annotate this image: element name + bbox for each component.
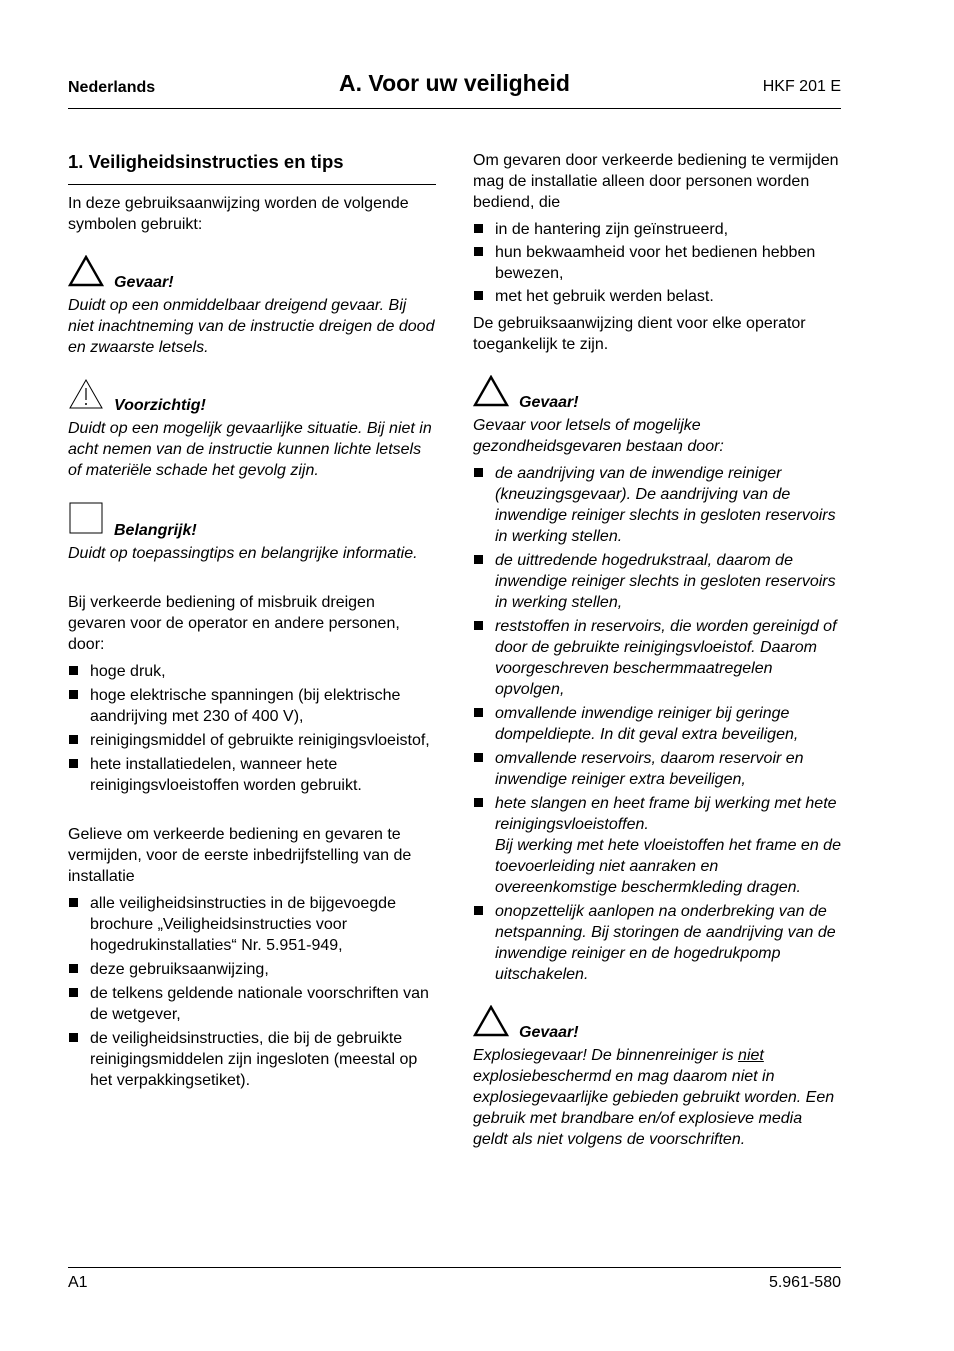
- doc-number: 5.961-580: [768, 1274, 841, 1291]
- footer-rule: [68, 1267, 841, 1268]
- hot-fluids-extra: Bij werking met hete vloeistoffen het frame en de toevoerleiding niet aanraken en overeenkomstige beschermkleding dragen.: [495, 837, 841, 896]
- page-number: A1: [68, 1274, 88, 1291]
- important-label: Belangrijk!: [114, 522, 197, 539]
- list-item: met het gebruik werden belast.: [473, 286, 841, 307]
- explosion-text-underlined: niet: [738, 1047, 764, 1064]
- danger1-list: [473, 463, 841, 985]
- list-item: in de hantering zijn geïnstrueerd,: [473, 219, 841, 240]
- danger-label: Gevaar!: [114, 274, 174, 291]
- important-note-head: [68, 501, 436, 541]
- list-item: de telkens geldende nationale voorschriften van de wetgever,: [68, 983, 436, 1025]
- danger-text: Duidt op een onmiddelbaar dreigend gevaar. Bij niet inachtneming van de instructie dreigen de dood en zwaarste letsels.: [68, 297, 435, 356]
- warning-triangle-icon: [473, 375, 509, 413]
- explosion-text-b: explosiebeschermd en mag daarom niet in explosiegevaarlijke gebieden gebruikt worden. Een gebruik met brandbare en/of explosieve media geldt als niet volgens de voorschriften.: [473, 1068, 835, 1148]
- header-rule: [68, 108, 841, 109]
- caution-note-head: [68, 378, 436, 416]
- list-item: reststoffen in reservoirs, die worden gereinigd of door de gebruikte reinigingsvloeistof. Daarom voorgeschreven beschermmaatregelen opvolgen,: [473, 616, 841, 700]
- list-item: hoge elektrische spanningen (bij elektrische aandrijving met 230 of 400 V),: [68, 685, 436, 727]
- list-item: deze gebruiksaanwijzing,: [68, 959, 436, 980]
- explosion-text-a: Explosiegevaar! De binnenreiniger is: [473, 1047, 739, 1064]
- caution-label: Voorzichtig!: [114, 397, 206, 414]
- header-language: Nederlands: [68, 79, 156, 96]
- warning-triangle-icon: [473, 1005, 509, 1043]
- misuse-list: [68, 661, 436, 796]
- page-title: A. Voor uw veiligheid: [339, 70, 570, 96]
- list-item: onopzettelijk aanlopen na onderbreking van de netspanning. Bij storingen de aandrijving van de inwendige reiniger en de hogedrukpomp uitschakelen.: [473, 901, 841, 985]
- left-column: [68, 150, 436, 1097]
- page-header: [68, 70, 841, 108]
- danger1-label: Gevaar!: [519, 394, 579, 411]
- danger2-note-head: [473, 1005, 841, 1043]
- list-item: [473, 793, 841, 898]
- list-item: hun bekwaamheid voor het bedienen hebben bewezen,: [473, 242, 841, 284]
- avoid-list: [68, 893, 436, 1091]
- warning-triangle-icon: [68, 255, 104, 293]
- important-text: Duidt op toepassingtips en belangrijke informatie.: [68, 545, 418, 562]
- danger1-note-head: [473, 375, 841, 413]
- important-box-icon: [68, 501, 104, 541]
- list-item: de veiligheidsinstructies, die bij de gebruikte reinigingsmiddelen zijn ingesloten (meestal op het verpakkingsetiket).: [68, 1028, 436, 1091]
- avoid-intro: Gelieve om verkeerde bediening en gevaren te vermijden, voor de eerste inbedrijfstelling van de installatie: [68, 826, 412, 885]
- caution-exclamation-icon: [68, 378, 104, 416]
- misuse-intro: Bij verkeerde bediening of misbruik dreigen gevaren voor de operator en andere personen, door:: [68, 594, 400, 653]
- list-item: reinigingsmiddel of gebruikte reinigingsvloeistof,: [68, 730, 436, 751]
- list-item: omvallende inwendige reiniger bij geringe dompeldiepte. In dit geval extra beveiligen,: [473, 703, 841, 745]
- list-item-text: hete slangen en heet frame bij werking met hete reinigingsvloeistoffen.: [495, 795, 837, 833]
- list-item: de aandrijving van de inwendige reiniger (kneuzingsgevaar). De aandrijving van de inwendige reiniger slechts in gesloten reservoirs in werking stellen.: [473, 463, 841, 547]
- danger2-label: Gevaar!: [519, 1024, 579, 1041]
- list-item: hoge druk,: [68, 661, 436, 682]
- symbols-intro: In deze gebruiksaanwijzing worden de volgende symbolen gebruikt:: [68, 195, 409, 233]
- caution-text: Duidt op een mogelijk gevaarlijke situatie. Bij niet in acht nemen van de instructie kunnen lichte letsels of materiële schade het gevolg zijn.: [68, 420, 432, 479]
- list-item: alle veiligheidsinstructies in de bijgevoegde brochure „Veiligheidsinstructies voor hogedrukinstallaties“ Nr. 5.951-949,: [68, 893, 436, 956]
- danger-note-head: [68, 255, 436, 293]
- list-item: de uittredende hogedrukstraal, daarom de inwendige reiniger slechts in gesloten reservoirs in werking stellen,: [473, 550, 841, 613]
- list-item: hete installatiedelen, wanneer hete reinigingsvloeistoffen worden gebruikt.: [68, 754, 436, 796]
- explosion-warning: [473, 1045, 841, 1150]
- header-model: HKF 201 E: [762, 78, 841, 95]
- danger1-intro: Gevaar voor letsels of mogelijke gezondheidsgevaren bestaan door:: [473, 417, 724, 455]
- section-heading: 1. Veiligheidsinstructies en tips: [68, 150, 436, 185]
- right-column: [473, 150, 841, 1156]
- list-item: omvallende reservoirs, daarom reservoir en inwendige reiniger extra beveiligen,: [473, 748, 841, 790]
- manual-access-note: De gebruiksaanwijzing dient voor elke operator toegankelijk te zijn.: [473, 315, 806, 353]
- operator-list: [473, 219, 841, 307]
- operator-intro: Om gevaren door verkeerde bediening te vermijden mag de installatie alleen door personen worden bediend, die: [473, 152, 839, 211]
